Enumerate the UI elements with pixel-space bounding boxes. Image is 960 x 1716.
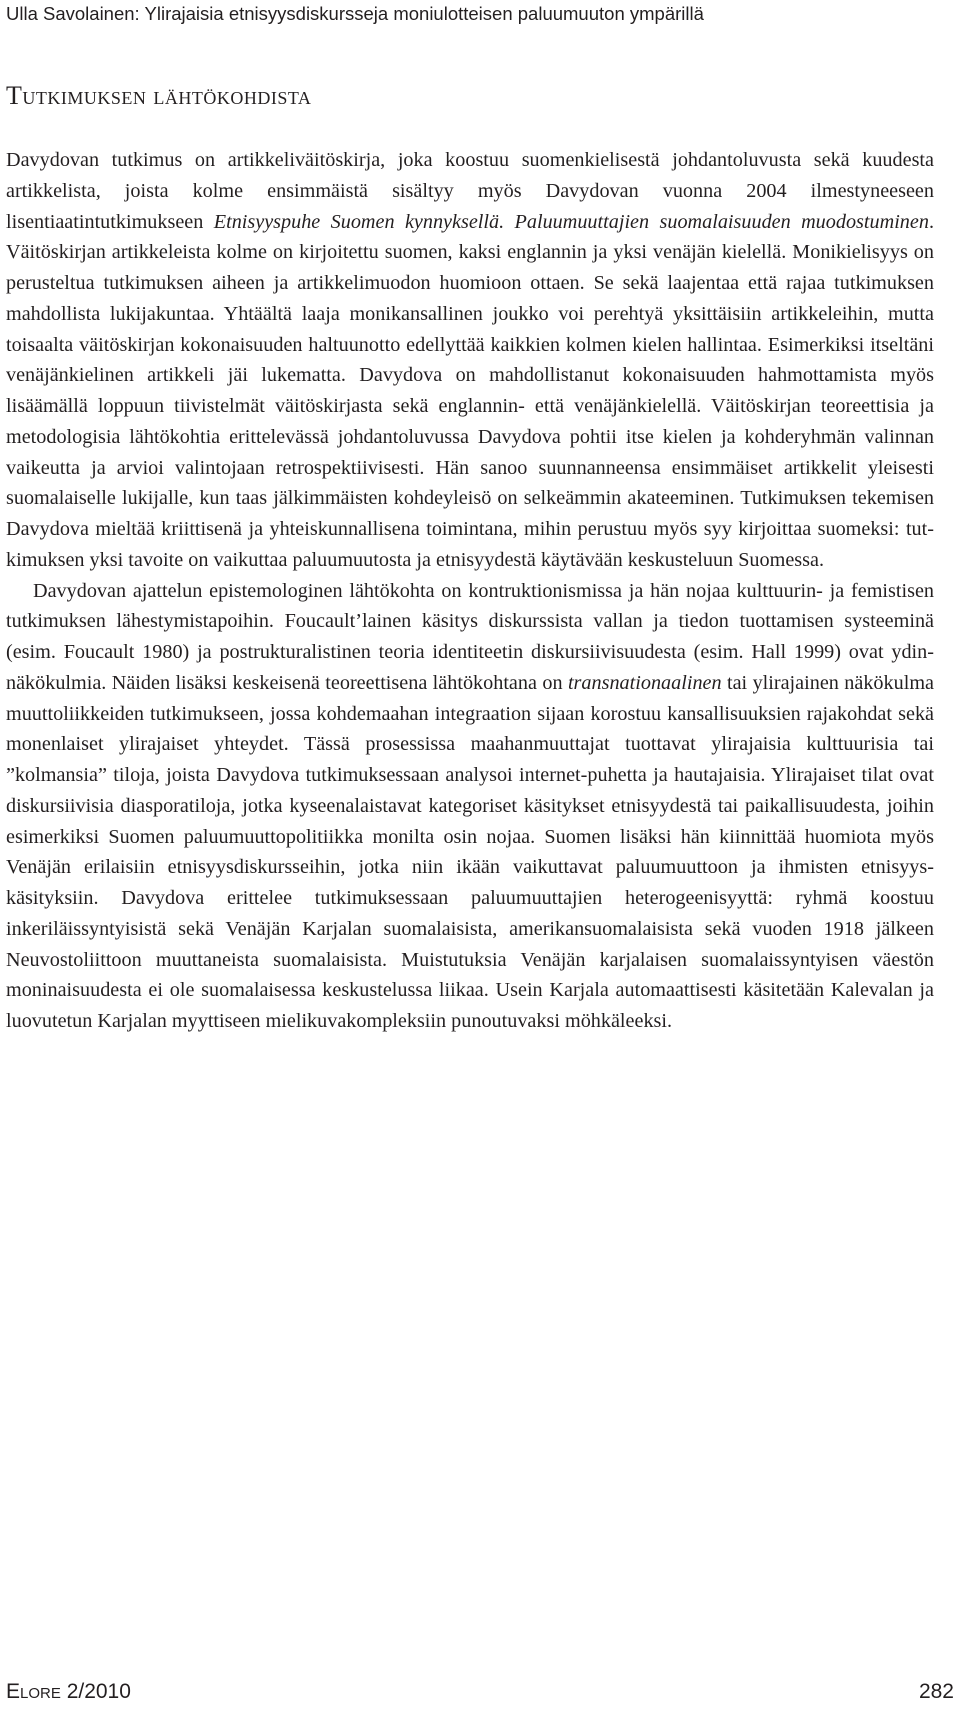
running-header [6,0,956,28]
paragraph-2 [6,576,934,1037]
paragraph-1-run-3: . Väitöskirjan artikkeleista kolme on kirjoitettu suomen, kaksi englannin ja yksi venäjän kielellä. Monikielisyys on perusteltua tutkimuksen aiheen ja artikkelimuodon huomioon ottaen. Se sekä laajentaa että rajaa tutkimuksen mahdollista lukijakuntaa. Yhtäältä laaja monikansallinen joukko voi perehtyä yksittäisiin artikkeleihin, mutta toisaalta väitöskirjan kokonaisuuden haltuunotto edellyttää kaikkien kolmen kielen hallintaa. Esimerkiksi itseltäni venäjänkielinen artikkeli jäi lukematta. Davydova on mahdollistanut kokonaisuuden hahmottamista myös lisäämällä loppuun tiivistelmät väitöskirjasta sekä englannin- että venäjänkielellä. Väitöskirjan teoreettisia ja metodologisia lähtökohtia erittelevässä johdantoluvussa Davydova pohtii itse kielen ja kohderyhmän valinnan vaikeutta ja arvioi valintojaan retrospektiivisesti. Hän sanoo suunnanneensa ensimmäiset artikkelit yleisesti suomalaiselle lukijalle, kun taas jälkimmäisten kohdeyleisö on selkeämmin akateeminen. Tutkimuksen tekemisen Davydova mieltää kriittisenä ja yhteiskunnallisena toimintana, mihin perustuu myös syy kirjoittaa suomeksi: tutkimuksen yksi tavoite on vaikuttaa paluumuutosta ja etnisyydestä käytävään keskusteluun Suomessa. [6,210,934,571]
section-heading: Tutkimuksen lähtökohdista [6,81,312,110]
paragraph-1-run-2-italic: Etnisyyspuhe Suomen kynnyksellä. Paluumuuttajien suomalaisuuden muodostuminen [213,210,929,233]
running-header-author: Ulla Savolainen: [6,3,140,24]
running-header-title: Ylirajaisia etnisyysdiskursseja moniulotteisen paluumuuton ympärillä [144,3,704,24]
paragraph-2-run-3: tai ylirajainen näkökulma muuttoliikkeiden tutkimukseen, jossa kohdemaahan integraation sijaan korostuu kansallisuuksien rajakohdat sekä monenlaiset ylirajaiset yhteydet. Tässä prosessissa maahanmuuttajat tuottavat ylirajaisia kulttuurisia tai ”kolmansia” tiloja, joista Davydova tutkimuksessaan analysoi internet-puhetta ja hautajaisia. Ylirajaiset tilat ovat diskursiivisia diasporatiloja, jotka kyseenalaistavat kategoriset käsitykset etnisyydestä tai paikallisuudesta, joihin esimerkiksi Suomen paluumuuttopolitiikka monilta osin nojaa. Suomen lisäksi hän kiinnittää huomiota myös Venäjän erilaisiin etnisyysdiskursseihin, jotka niin ikään vaikuttavat paluumuuttoon ja ihmisten etnisyys-käsityksiin. Davydova erittelee tutkimuksessaan paluumuuttajien heterogeenisyyttä: ryhmä koostuu inkeriläissyntyisistä sekä Venäjän Karjalan suomalaisista, amerikansuomalaisista sekä vuoden 1918 jälkeen Neuvostoliittoon muuttaneista suomalaisista. Muistutuksia Venäjän karjalaisen suomalaissyntyisen väestön moninaisuudesta ei ole suomalaisessa keskustelussa liikaa. Usein Karjala automaattisesti käsitetään Kalevalan ja luovutetun Karjalan myyttiseen mielikuvakompleksiin punoutuvaksi möhkäleeksi. [6,671,934,1032]
paragraph-1-run-1: Davydovan tutkimus on artikkeliväitöskirja, joka koostuu suomenkielisestä johdantoluvusta sekä kuudesta artikkelista, joista kolme ensimmäistä sisältyy myös Davydovan vuonna 2004 ilmestyneeseen lisentiaatintutkimukseen [6,149,934,233]
paragraph-2-run-1: Davydovan ajattelun epistemologinen lähtökohta on kontruktionismissa ja hän nojaa kulttuurin- ja femistisen tutkimuksen lähestymistapoihin. Foucault’lainen käsitys diskurssista vallan ja tiedon tuottamisen systeeminä (esim. Foucault 1980) ja postrukturalistinen teoria identiteetin diskursiivisuudesta (esim. Hall 1999) ovat ydin-näkökulmia. Näiden lisäksi keskeisenä teoreettisena lähtökohtana on [6,579,934,694]
paragraph-1 [6,145,934,576]
paragraph-2-run-2-italic: transnationaalinen [567,671,722,694]
footer-journal: Elore 2/2010 [6,1680,131,1703]
article-body [6,145,934,1037]
footer-page-number: 282 [918,1680,954,1703]
